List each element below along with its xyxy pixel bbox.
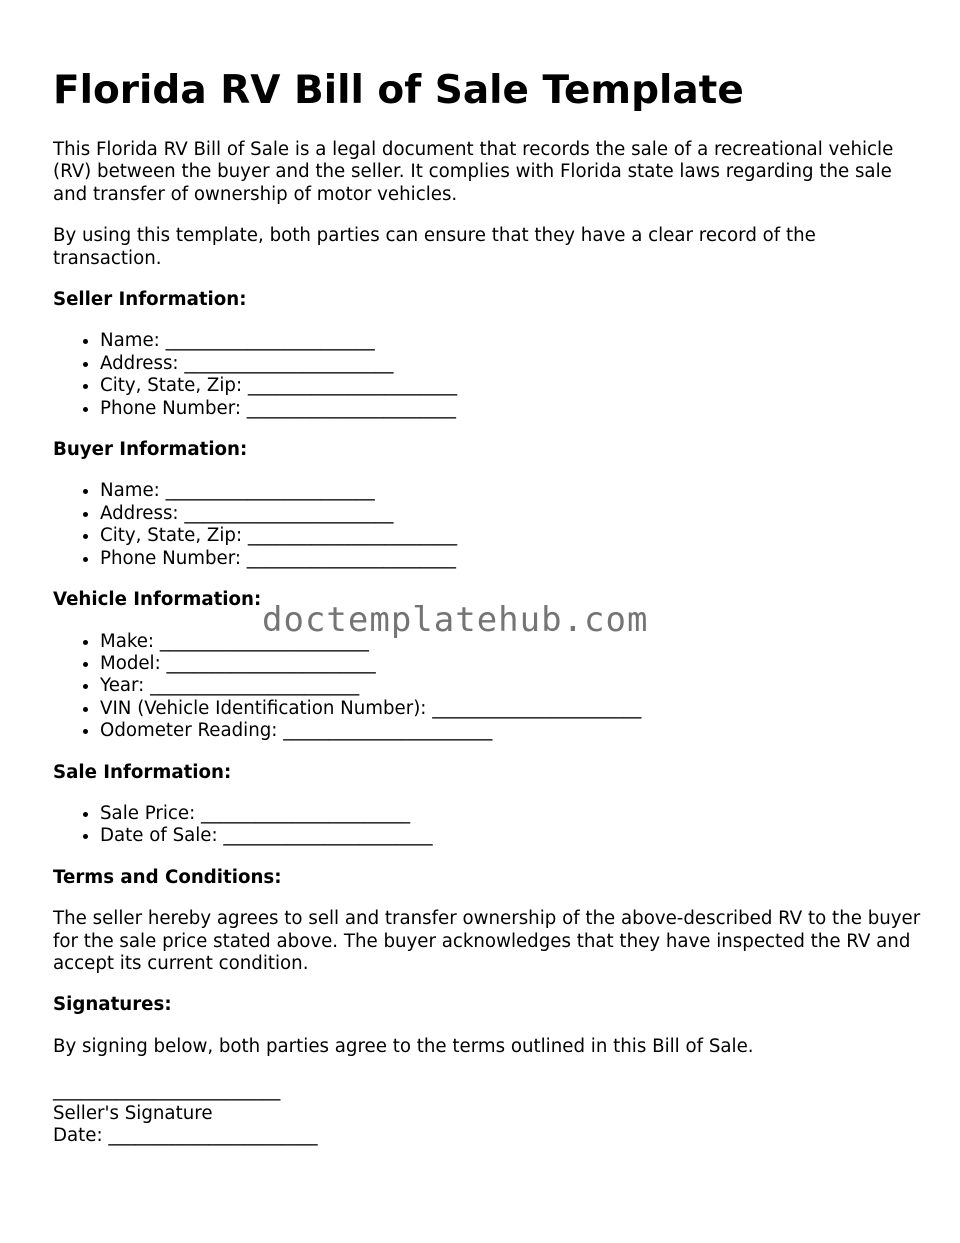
sale-field-list xyxy=(53,803,923,848)
seller-city-state-zip-field: • City, State, Zip: _______________________ xyxy=(100,375,923,397)
vehicle-heading: Vehicle Information: xyxy=(53,589,262,611)
signatures-paragraph: By signing below, both parties agree to the terms outlined in this Bill of Sale. xyxy=(53,1035,754,1057)
buyer-name-field: • Name: _______________________ xyxy=(100,480,923,502)
vehicle-field-list xyxy=(53,631,923,743)
buyer-city-state-zip-field: • City, State, Zip: _______________________ xyxy=(100,525,923,547)
seller-name-field: • Name: _______________________ xyxy=(100,330,923,352)
seller-signature-label: Seller's Signature xyxy=(53,1102,213,1124)
intro-paragraph: This Florida RV Bill of Sale is a legal document that records the sale of a recreational vehicle (RV) between the buyer and the seller. It complies with Florida state laws regarding the sale and transfer of ownership of motor vehicles. xyxy=(53,139,894,205)
vehicle-odometer-field: • Odometer Reading: _______________________ xyxy=(100,720,923,742)
intro-paragraph: By using this template, both parties can ensure that they have a clear record of the transaction. xyxy=(53,225,816,269)
buyer-heading: Buyer Information: xyxy=(53,439,248,461)
seller-signature-date-field: Date: _______________________ xyxy=(53,1125,318,1146)
seller-heading: Seller Information: xyxy=(53,289,247,311)
page-title: Florida RV Bill of Sale Template xyxy=(53,68,744,113)
sale-date-field: • Date of Sale: _______________________ xyxy=(100,825,923,847)
terms-paragraph: The seller hereby agrees to sell and transfer ownership of the above-described RV to the buyer for the sale price stated above. The buyer acknowledges that they have inspected the RV and accept its current condition. xyxy=(53,908,921,974)
seller-phone-field: • Phone Number: _______________________ xyxy=(100,398,923,420)
buyer-phone-field: • Phone Number: _______________________ xyxy=(100,548,923,570)
terms-heading: Terms and Conditions: xyxy=(53,866,282,888)
vehicle-vin-field: • VIN (Vehicle Identification Number): _______________________ xyxy=(100,698,923,720)
vehicle-model-field: • Model: _______________________ xyxy=(100,653,923,675)
watermark: doctemplatehub.com xyxy=(262,600,649,640)
signatures-heading: Signatures: xyxy=(53,994,172,1016)
seller-signature-line: _________________________ xyxy=(53,1080,281,1102)
sale-heading: Sale Information: xyxy=(53,761,232,783)
buyer-address-field: • Address: _______________________ xyxy=(100,503,923,525)
document-body xyxy=(53,139,923,1147)
vehicle-year-field: • Year: _______________________ xyxy=(100,675,923,697)
vehicle-make-field: • Make: _______________________ xyxy=(100,631,923,653)
sale-price-field: • Sale Price: _______________________ xyxy=(100,803,923,825)
seller-address-field: • Address: _______________________ xyxy=(100,353,923,375)
buyer-field-list xyxy=(53,480,923,570)
seller-field-list xyxy=(53,330,923,420)
seller-signature-block xyxy=(53,1080,923,1147)
